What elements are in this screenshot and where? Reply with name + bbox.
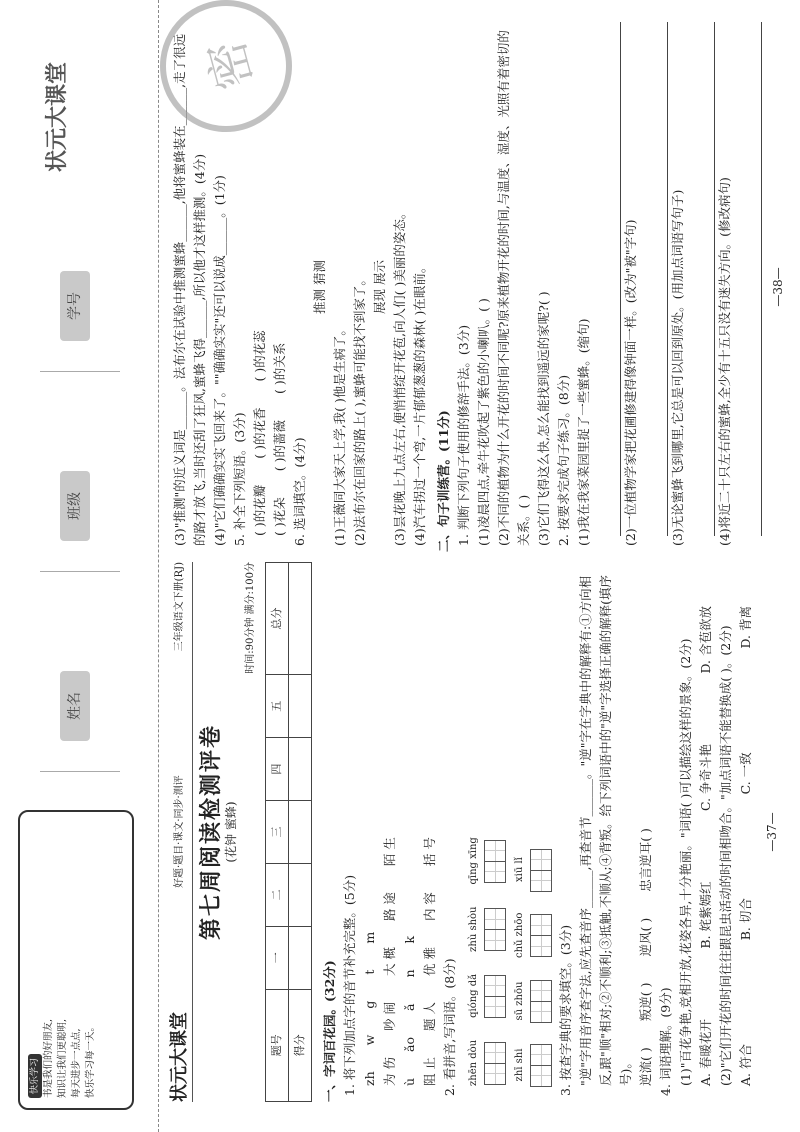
score-cell[interactable] (289, 926, 312, 989)
sub-question: (3)"推测"的近义词是______。法布尔在试验中推测蜜蜂______,他将蜜蜂装在______,走了很远的路才放飞,当时还刮了狂风,蜜蜂飞得______,所以他才这样推测。(4分) (172, 33, 207, 546)
question: 6. 选词填空。(4分) (292, 437, 307, 546)
pinyin-hint: n (402, 969, 417, 978)
section-heading: 一、字词百花园。(32分) (322, 960, 337, 1102)
binding-field-class: 班级 (40, 421, 120, 572)
answer-blank[interactable]: 忠言逆耳( ) (638, 828, 653, 892)
option[interactable]: C. 一致 (738, 752, 753, 795)
option[interactable]: D. 背离 (738, 606, 753, 649)
grid-pinyin: qióng dǎ (468, 973, 479, 1018)
word-bank: 展现 展示 (372, 260, 387, 314)
writing-grid-row (464, 562, 506, 1086)
question: 3. 按查字典的要求填空。(3分) (558, 924, 573, 1096)
sub-question: (4)将近二十只左右的蜜蜂,全少有十五只没有迷失方向。(修改病句) (717, 177, 732, 546)
sub-question: (1)王薇同大家天上学,我( )他是生病了。 (332, 323, 347, 546)
score-header: 二 (266, 863, 289, 926)
pinyin-hint: g (362, 1000, 377, 1009)
score-header: 五 (266, 675, 289, 738)
score-header: 一 (266, 926, 289, 989)
pinyin-hint: k (402, 935, 417, 944)
sub-question: (1)我在我家菜园里捉了一些蜜蜂。(缩句) (576, 318, 591, 546)
score-header: 三 (266, 801, 289, 864)
score-header: 题号 (266, 989, 289, 1101)
answer-blank[interactable]: ( )的蔷薇 (272, 420, 287, 472)
question: 5. 补全下列短语。(3分) (232, 412, 247, 546)
option[interactable]: A. 符合 (738, 1044, 753, 1086)
page-title: 第七周阅读检测评卷 (198, 724, 224, 941)
sub-question: (2)一位植物学家把花圃修建得像钟面一样。(改为"被"字句) (623, 219, 638, 546)
sub-question: (3)昙花晚上九点左右,便悄悄绽开花苞,向人们( )美丽的姿态。 (392, 206, 407, 546)
header-subtitle: 好题·题目·课文·同步·测评 (174, 775, 185, 889)
answer-blank[interactable]: 叛逆( ) (638, 982, 653, 1022)
grid-pinyin: zhī shi (514, 1048, 525, 1082)
page-37 (170, 562, 782, 1102)
section-heading: 二、句子训练营。(11分) (436, 410, 451, 552)
writing-grid[interactable] (464, 907, 506, 952)
writing-grid[interactable] (510, 980, 552, 1022)
pinyin-row (400, 562, 420, 1086)
answer-line[interactable] (594, 22, 621, 536)
page-number: —38— (771, 267, 785, 307)
grid-pinyin: sū zhōu (514, 981, 525, 1021)
pinyin-hint: w (362, 1034, 377, 1046)
option[interactable]: B. 切合 (738, 898, 753, 941)
score-table (265, 562, 312, 1102)
answer-blank[interactable]: ( )的花蕊 (252, 330, 267, 382)
pinyin-hint: m (362, 931, 377, 944)
option[interactable]: C. 争奇斗艳 (698, 743, 713, 812)
page-header (170, 562, 193, 1102)
answer-blank[interactable]: 逆风( ) (638, 917, 653, 957)
word: 阻 止 (422, 1057, 437, 1086)
score-cell[interactable] (289, 563, 312, 675)
brand-logo: 状元大课堂 (169, 1012, 190, 1102)
word: 为 伤 (382, 1057, 397, 1086)
pinyin-row (360, 562, 380, 1086)
exam-meta: 时间:90分钟 满分:100分 (245, 562, 256, 674)
header-right: 三年级语文下册(RJ) (174, 562, 185, 652)
writing-grid[interactable] (464, 837, 506, 884)
slogan-line: 书是我们的好朋友, (43, 1018, 54, 1098)
slogan-tag: 快乐学习 (28, 1054, 42, 1098)
answer-blank[interactable]: ( )花朵 (272, 497, 287, 536)
writing-grid[interactable] (464, 1040, 506, 1086)
score-cell[interactable] (289, 863, 312, 926)
page-subtitle: (花钟 蜜蜂) (224, 801, 238, 863)
writing-grid-row (510, 562, 552, 1086)
writing-grid[interactable] (510, 1044, 552, 1086)
grid-pinyin: xiū lǐ (514, 857, 525, 883)
question: 2. 按要求完成句子练习。(8分) (556, 374, 571, 546)
grid-pinyin: chǔ zhōo (514, 912, 525, 958)
sub-question: (1)"百花争艳,竞相开放,花姿各异,十分艳丽。"词语( )可以描绘这样的景象。(2分) (678, 638, 693, 1086)
secret-stamp: 密 (145, 0, 307, 147)
sub-question: (2)"它们开花的时间往往跟昆虫活动的时间相吻合。"加点词语不能替换成( )。(2分) (718, 625, 733, 1086)
question: 1. 将下列加点字的音节补充完整。(5分) (342, 874, 357, 1096)
option[interactable]: B. 姹紫嫣红 (698, 881, 713, 949)
writing-grid[interactable] (510, 849, 552, 891)
sub-question: (3)它们飞得这么快,怎么能找到遥远的家呢?( ) (536, 291, 551, 546)
answer-blank[interactable]: ( )的关系 (272, 342, 287, 395)
score-header: 四 (266, 738, 289, 801)
word: 陌 生 (382, 837, 397, 867)
answer-blank[interactable]: ( )的花香 (252, 407, 267, 459)
word-row (380, 562, 400, 1086)
word: 题 人 (422, 1002, 437, 1032)
question: 1. 判断下列句子使用的修辞手法。(3分) (456, 324, 471, 546)
sub-question: (4)汽车拐过一个弯,一片郁郁葱葱的森林( )在眼前。 (412, 260, 427, 546)
score-cell[interactable] (289, 738, 312, 801)
grid-pinyin: zhēn dòu (468, 1039, 479, 1086)
binding-margin (0, 0, 159, 1132)
sub-question: (1)凌晨四点,牵牛花吹起了紫色的小喇叭。( ) (476, 298, 491, 546)
score-row-label: 得分 (289, 989, 312, 1101)
word: 路 途 (382, 892, 397, 922)
slogan-line: 快乐学习每一天。 (85, 1021, 96, 1098)
pinyin-hint: ù (402, 1077, 417, 1086)
question: 2. 看拼音,写词语。(8分) (442, 958, 457, 1096)
binding-logo: 状元大课堂 (44, 61, 70, 172)
answer-row (636, 562, 656, 1086)
writing-grid[interactable] (464, 974, 506, 1018)
slogan-line: 知识让我们更聪明, (57, 1018, 68, 1098)
score-header: 总分 (266, 563, 289, 675)
word: 优 雅 (422, 947, 437, 977)
answer-line[interactable] (735, 22, 762, 536)
answer-line[interactable] (641, 22, 668, 536)
pinyin-hint: t (362, 969, 377, 975)
word-bank: 推测 猜测 (312, 260, 327, 314)
word: 内 容 (422, 892, 437, 922)
word-row (420, 562, 440, 1086)
answer-blank[interactable]: ( )的花瓣 (252, 484, 267, 536)
slogan-line: 每天进步一点点, (71, 1028, 82, 1098)
binding-field-name: 姓名 (40, 621, 120, 772)
sub-question: (2)不同的植物为什么开花的时间不同呢?原来植物开花的时间,与温度、湿度、光照有着密切的关系。( ) (496, 30, 531, 546)
writing-grid[interactable] (510, 913, 552, 958)
options-row (696, 606, 716, 1086)
question-text: "逆"字用音序查字法,应先查音序______,再查音节______。"逆"字在字典中的解释有:①方向相反,跟"顺"相对;②不顺利;③抵触,不顺从;④背叛。给下列词语中的"逆"字选择正确的解释(填序号)。 (578, 575, 633, 1086)
pinyin-hint: ǎo (402, 1036, 417, 1052)
pinyin-hint: ǎ (402, 1003, 417, 1011)
word: 括 号 (422, 837, 437, 867)
page-number: —37— (765, 812, 779, 852)
sub-question: (4)"它们确确实实飞回来了。""确确实实"还可以说成______。(1分) (212, 175, 227, 546)
grid-pinyin: qīng xīng (468, 837, 479, 885)
score-cell[interactable] (289, 801, 312, 864)
sub-question: (2)法布尔在回家的路上( ),蜜蜂可能找不到家了。 (352, 273, 367, 546)
grid-pinyin: zhù shòu (468, 906, 479, 952)
binding-field-number: 学号 (40, 221, 120, 372)
slogan-box (18, 810, 134, 1110)
word: 吵 闹 (382, 1002, 397, 1032)
question: 4. 词语理解。(9分) (658, 987, 673, 1096)
option[interactable]: D. 含苞欲放 (698, 606, 713, 674)
options-row (736, 606, 756, 1086)
sub-question: (3)无论蜜蜂飞到哪里,它总是可以回到原处。(用加点词语写句子) (670, 189, 685, 546)
answer-blank[interactable]: 逆流( ) (638, 1047, 653, 1086)
option[interactable]: A. 春暖花开 (698, 1019, 713, 1086)
answer-line[interactable] (688, 22, 715, 536)
pinyin-hint: zh (362, 1071, 377, 1086)
score-cell[interactable] (289, 675, 312, 738)
word: 大 概 (382, 947, 397, 977)
